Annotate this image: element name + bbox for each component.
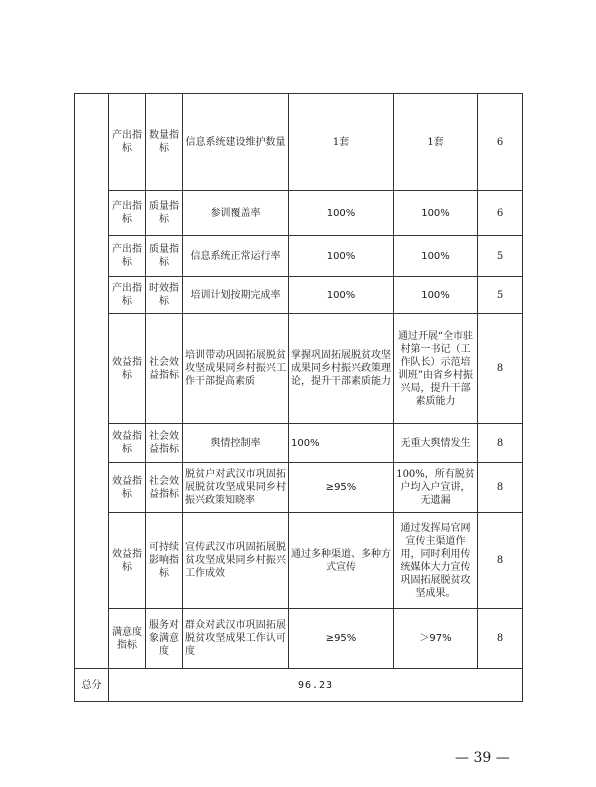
level1-cell: 效益指标 (109, 463, 146, 513)
actual-cell: 100%，所有脱贫户均入户宣讲，无遗漏 (394, 463, 478, 513)
actual-cell: 通过开展“全市驻村第一书记（工作队长）示范培训班”由省乡村振兴局，提升干部素质能力 (394, 314, 478, 424)
total-row (75, 669, 523, 702)
level2-cell: 可持续影响指标 (146, 513, 183, 609)
table-row (75, 463, 523, 513)
indicator-cell: 群众对武汉市巩固拓展脱贫攻坚成果工作认可度 (183, 609, 289, 669)
level1-cell: 产出指标 (109, 191, 146, 236)
target-cell: 1套 (289, 94, 394, 191)
target-cell: 100% (289, 424, 394, 463)
indicator-cell: 信息系统正常运行率 (183, 236, 289, 277)
target-cell: 100% (289, 236, 394, 277)
level2-cell: 服务对象满意度 (146, 609, 183, 669)
indicator-cell: 舆情控制率 (183, 424, 289, 463)
actual-cell: 100% (394, 236, 478, 277)
table-row (75, 513, 523, 609)
level1-cell: 产出指标 (109, 236, 146, 277)
target-cell: 通过多种渠道、多种方式宣传 (289, 513, 394, 609)
target-cell: ≥95% (289, 609, 394, 669)
indicator-cell: 脱贫户对武汉市巩固拓展脱贫攻坚成果同乡村振兴政策知晓率 (183, 463, 289, 513)
table-row (75, 236, 523, 277)
score-cell: 8 (478, 609, 523, 669)
target-cell: 100% (289, 277, 394, 314)
level2-cell: 社会效益指标 (146, 463, 183, 513)
indicator-cell: 培训带动巩固拓展脱贫攻坚成果同乡村振兴工作干部提高素质 (183, 314, 289, 424)
level1-cell: 效益指标 (109, 513, 146, 609)
score-cell: 6 (478, 94, 523, 191)
table-row (75, 277, 523, 314)
score-cell: 6 (478, 191, 523, 236)
actual-cell: ＞97% (394, 609, 478, 669)
table-row (75, 424, 523, 463)
level2-cell: 社会效益指标 (146, 314, 183, 424)
level1-cell: 产出指标 (109, 94, 146, 191)
total-label: 总分 (75, 669, 109, 702)
total-value: 96.23 (109, 669, 523, 702)
indicator-cell: 参训覆盖率 (183, 191, 289, 236)
level1-cell: 产出指标 (109, 277, 146, 314)
page-number: — 39 — (455, 750, 510, 766)
level2-cell: 社会效益指标 (146, 424, 183, 463)
actual-cell: 1套 (394, 94, 478, 191)
level2-cell: 数量指标 (146, 94, 183, 191)
target-cell: ≥95% (289, 463, 394, 513)
table-row (75, 191, 523, 236)
actual-cell: 无重大舆情发生 (394, 424, 478, 463)
level2-cell: 时效指标 (146, 277, 183, 314)
level2-cell: 质量指标 (146, 191, 183, 236)
score-cell: 5 (478, 236, 523, 277)
score-cell: 8 (478, 424, 523, 463)
score-cell: 8 (478, 463, 523, 513)
table-row (75, 94, 523, 191)
indicator-cell: 培训计划按期完成率 (183, 277, 289, 314)
target-cell: 掌握巩固拓展脱贫攻坚成果同乡村振兴政策理论，提升干部素质能力 (289, 314, 394, 424)
table-row (75, 609, 523, 669)
indicator-cell: 宣传武汉市巩固拓展脱贫攻坚成果同乡村振兴工作成效 (183, 513, 289, 609)
score-cell: 5 (478, 277, 523, 314)
indicator-cell: 信息系统建设维护数量 (183, 94, 289, 191)
score-cell: 8 (478, 513, 523, 609)
actual-cell: 通过发挥局官网宣传主渠道作用，同时利用传统媒体大力宣传巩固拓展脱贫攻坚成果。 (394, 513, 478, 609)
actual-cell: 100% (394, 277, 478, 314)
actual-cell: 100% (394, 191, 478, 236)
score-cell: 8 (478, 314, 523, 424)
performance-table (74, 93, 523, 702)
table-row (75, 314, 523, 424)
level1-cell: 效益指标 (109, 314, 146, 424)
target-cell: 100% (289, 191, 394, 236)
level1-cell: 满意度指标 (109, 609, 146, 669)
category-cell-blank (75, 94, 109, 669)
level2-cell: 质量指标 (146, 236, 183, 277)
level1-cell: 效益指标 (109, 424, 146, 463)
